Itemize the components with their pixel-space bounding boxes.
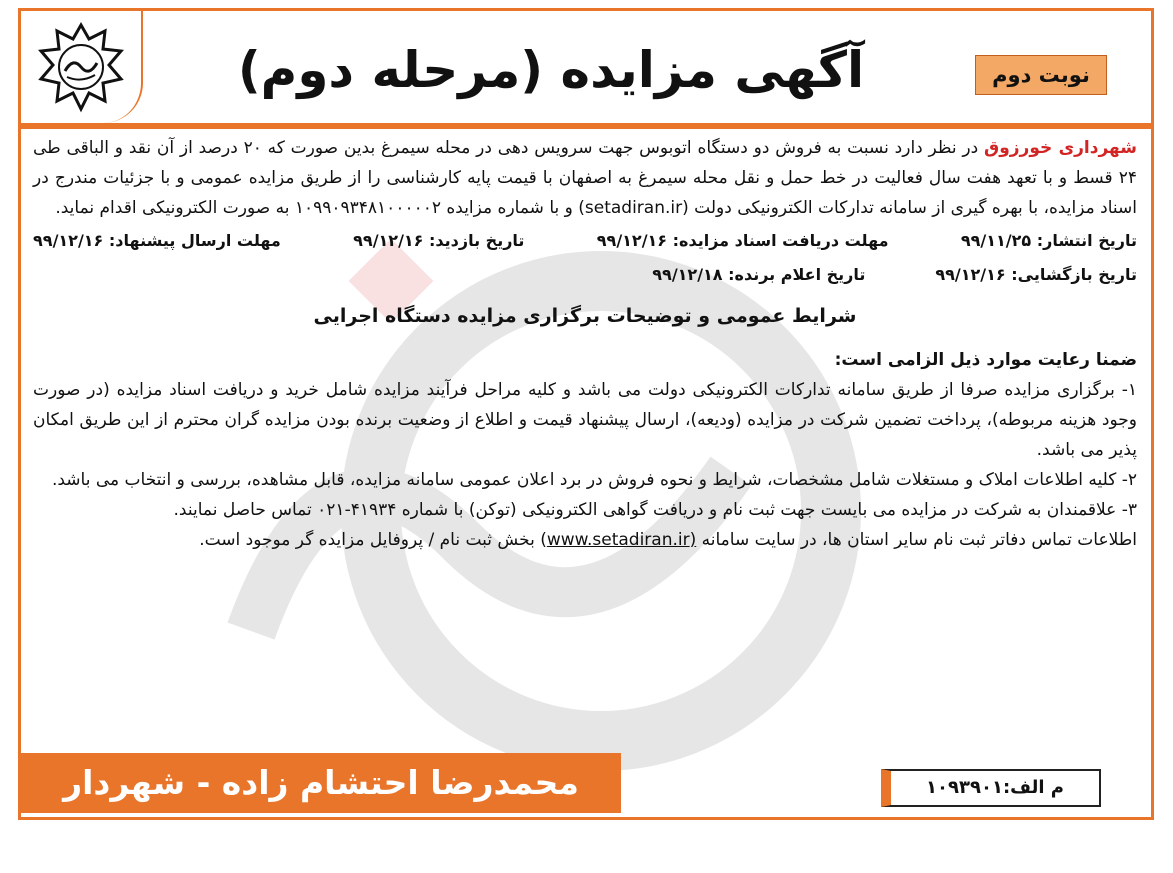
dates-row-1 bbox=[33, 225, 1137, 257]
notice-body bbox=[33, 133, 1137, 555]
round-badge: نوبت دوم bbox=[975, 55, 1107, 95]
section-title: شرایط عمومی و توضیحات برگزاری مزایده دستگاه اجرایی bbox=[313, 305, 857, 327]
header bbox=[21, 11, 1151, 129]
proposal-deadline: مهلت ارسال پیشنهاد: ۹۹/۱۲/۱۶ bbox=[33, 231, 281, 250]
organization-name: شهرداری خورزوق bbox=[984, 138, 1137, 158]
note-title: ضمنا رعایت موارد ذیل الزامی است: bbox=[834, 350, 1137, 370]
notice-frame bbox=[18, 8, 1154, 862]
list-item: ۳- علاقمندان به شرکت در مزایده می بایست جهت ثبت نام و دریافت گواهی الکترونیکی (توکن) با شماره ۴۱۹۳۴-۰۲۱ تماس حاصل نمایند. bbox=[173, 500, 1137, 520]
logo-emblem-icon bbox=[35, 21, 127, 113]
winner-announcement-date: تاریخ اعلام برنده: ۹۹/۱۲/۱۸ bbox=[652, 265, 866, 284]
notice-title: آگهی مزایده (مرحله دوم) bbox=[237, 41, 865, 99]
contact-info-line bbox=[33, 525, 1137, 555]
contact-info-post: ) بخش ثبت نام / پروفایل مزایده گر موجود است. bbox=[199, 530, 547, 550]
opening-date: تاریخ بازگشایی: ۹۹/۱۲/۱۶ bbox=[935, 265, 1137, 284]
document-deadline: مهلت دریافت اسناد مزایده: ۹۹/۱۲/۱۶ bbox=[596, 231, 889, 250]
list-item: ۲- کلیه اطلاعات املاک و مستغلات شامل مشخصات، شرایط و نحوه فروش در برد اعلان عمومی سامانه مزایده، قابل مشاهده، بررسی و انتخاب می باشد. bbox=[51, 470, 1137, 490]
dates-row-2 bbox=[33, 259, 1137, 291]
list-item: ۱- برگزاری مزایده صرفا از طریق سامانه تدارکات الکترونیکی دولت می باشد و کلیه مراحل فرآیند مزایده شامل خرید و دریافت اسناد مزایده (در صورت وجود هزینه مربوطه)، پرداخت تضمین شرکت در مزایده (ودیعه)، ارسال پیشنهاد قیمت و اطلاع از وضعیت برنده بودن مزایده گران محترم از این طریق امکان پذیر می باشد. bbox=[33, 380, 1137, 460]
visit-date: تاریخ بازدید: ۹۹/۱۲/۱۶ bbox=[353, 231, 525, 250]
reference-code: م الف:۱۰۹۳۹۰۱ bbox=[881, 769, 1101, 807]
intro-paragraph bbox=[33, 133, 1137, 223]
municipality-logo bbox=[21, 11, 143, 123]
mayor-signature: محمدرضا احتشام زاده - شهردار خورزوق bbox=[21, 753, 621, 813]
contact-info-pre: اطلاعات تماس دفاتر ثبت نام سایر استان ها، در سایت سامانه bbox=[696, 530, 1137, 550]
publish-date: تاریخ انتشار: ۹۹/۱۱/۲۵ bbox=[960, 231, 1137, 250]
setadiran-link[interactable]: (www.setadiran.ir bbox=[546, 530, 697, 550]
intro-text: در نظر دارد نسبت به فروش دو دستگاه اتوبوس جهت سرویس دهی در محله سیمرغ بدین صورت که ۲۰ درصد از آن نقد و الباقی طی ۲۴ قسط و با تعهد هفت سال فعالیت در خط حمل و نقل محله سیمرغ به اصفهان با قیمت پایه کارشناسی را از طریق مزایده عمومی و با جزئیات مندرج در اسناد مزایده، با بهره گیری از سامانه تدارکات الکترونیکی دولت (setadiran.ir) و با شماره مزایده ۱۰۹۹۰۹۳۴۸۱۰۰۰۰۰۲ به صورت الکترونیکی اقدام نماید. bbox=[33, 138, 1137, 218]
